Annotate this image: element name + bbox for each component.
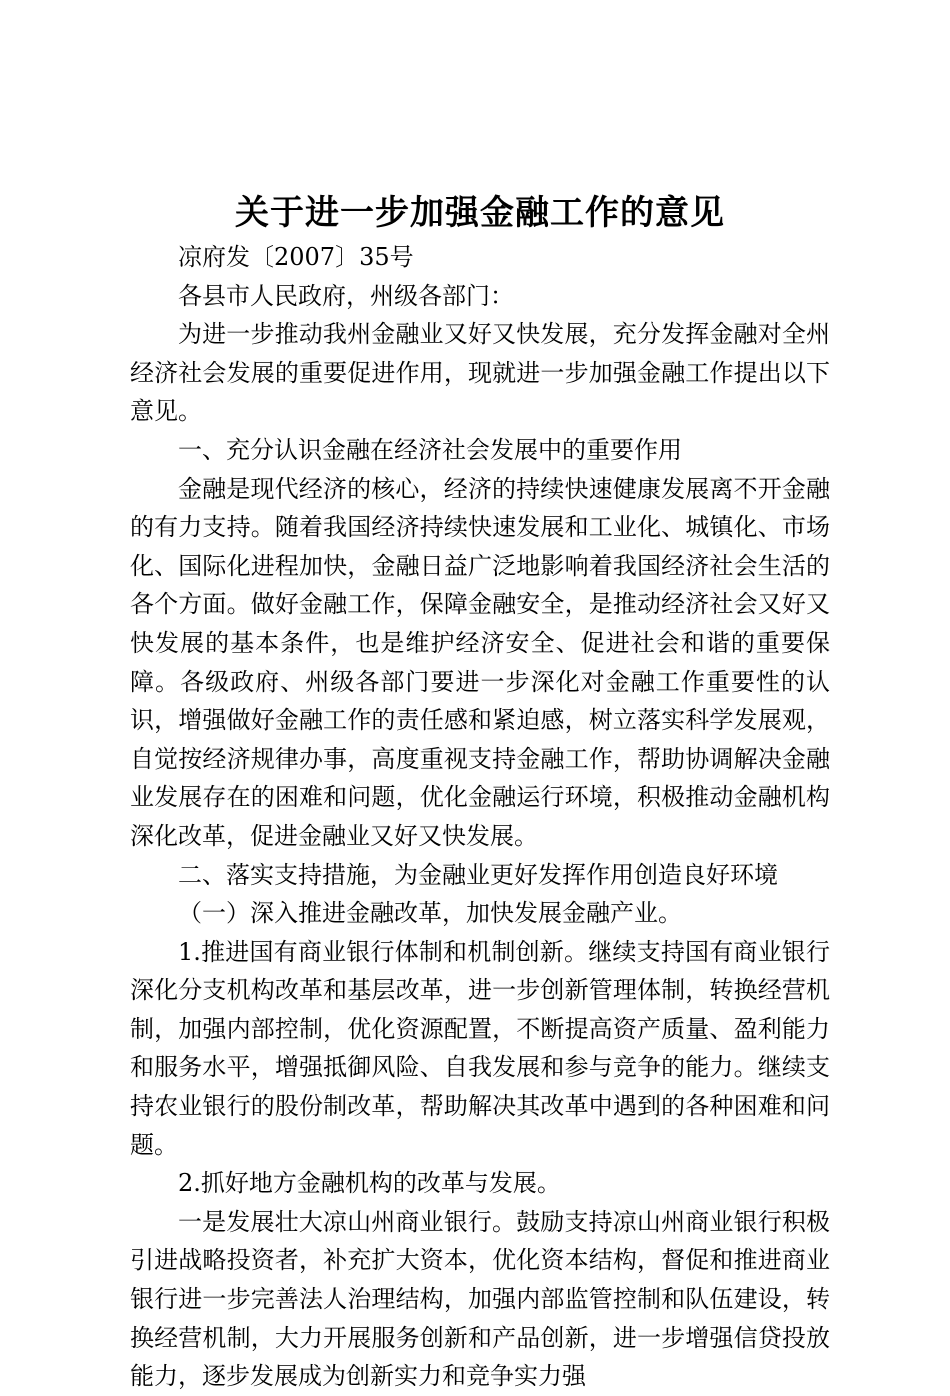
section-heading-1: 一、充分认识金融在经济社会发展中的重要作用	[178, 435, 682, 464]
document-title: 关于进一步加强金融工作的意见	[235, 193, 725, 233]
addressee-line: 各县市人民政府，州级各部门：	[178, 281, 514, 310]
subsection-heading: （一）深入推进金融改革，加快发展金融产业。	[178, 899, 682, 928]
document-page	[130, 188, 830, 1396]
body-paragraph: 1.推进国有商业银行体制和机制创新。继续支持国有商业银行深化分支机构改革和基层改革，进一步创新管理体制，转换经营机制，加强内部控制，优化资源配置，不断提高资产质量、盈利能力和服务水平，增强抵御风险、自我发展和参与竞争的能力。继续支持农业银行的股份制改革，帮助解决其改革中遇到的各种困难和问题。	[130, 937, 830, 1159]
intro-paragraph: 为进一步推动我州金融业又好又快发展，充分发挥金融对全州经济社会发展的重要促进作用，现就进一步加强金融工作提出以下意见。	[130, 320, 830, 426]
item-heading: 2.抓好地方金融机构的改革与发展。	[178, 1169, 561, 1198]
document-number: 凉府发〔2007〕35号	[178, 243, 414, 271]
body-paragraph: 一是发展壮大凉山州商业银行。鼓励支持凉山州商业银行积极引进战略投资者，补充扩大资本，优化资本结构，督促和推进商业银行进一步完善法人治理结构，加强内部监管控制和队伍建设，转换经营机制，大力开展服务创新和产品创新，进一步增强信贷投放能力，逐步发展成为创新实力和竞争实力强	[130, 1207, 830, 1391]
section-heading-2: 二、落实支持措施，为金融业更好发挥作用创造良好环境	[178, 860, 778, 889]
body-paragraph: 金融是现代经济的核心，经济的持续快速健康发展离不开金融的有力支持。随着我国经济持续快速发展和工业化、城镇化、市场化、国际化进程加快，金融日益广泛地影响着我国经济社会生活的各个方面。做好金融工作，保障金融安全，是推动经济社会又好又快发展的基本条件，也是维护经济安全、促进社会和谐的重要保障。各级政府、州级各部门要进一步深化对金融工作重要性的认识，增强做好金融工作的责任感和紧迫感，树立落实科学发展观，自觉按经济规律办事，高度重视支持金融工作，帮助协调解决金融业发展存在的困难和问题，优化金融运行环境，积极推动金融机构深化改革，促进金融业又好又快发展。	[130, 474, 830, 850]
